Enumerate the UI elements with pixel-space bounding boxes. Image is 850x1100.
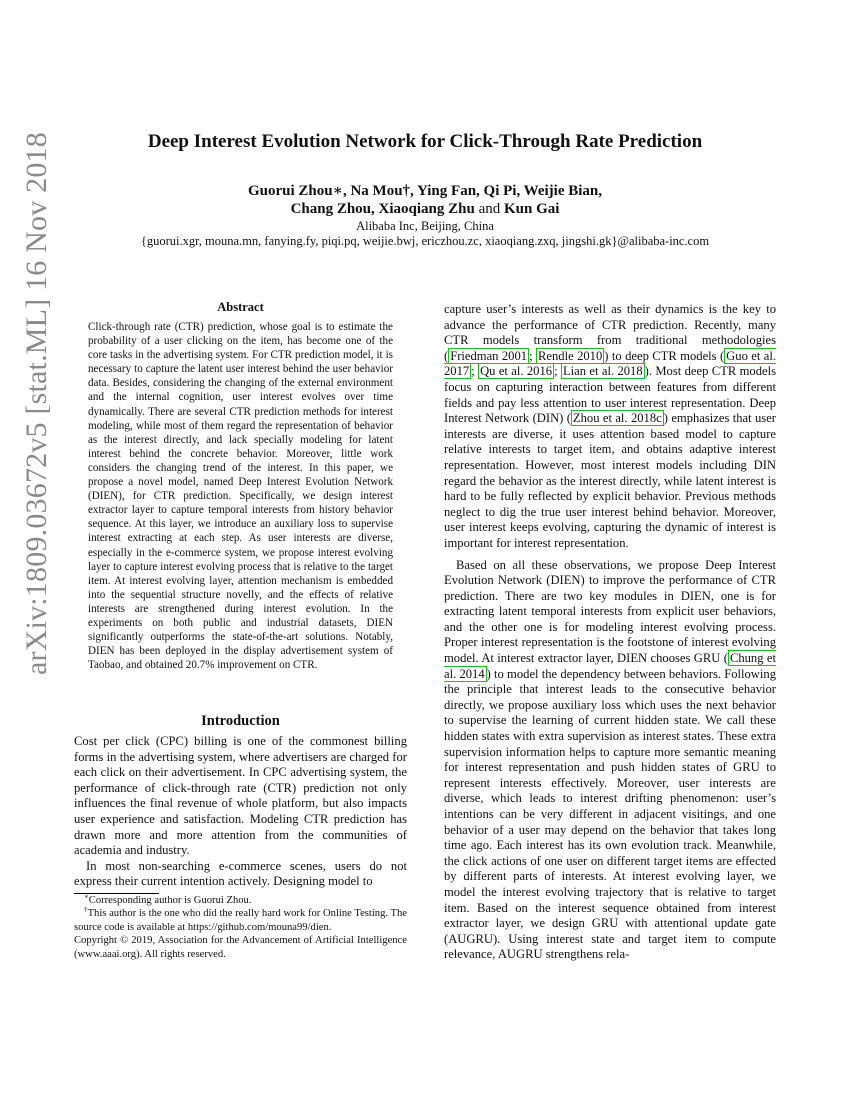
text-run: ) to deep CTR models ( [604,348,725,363]
footnote-1 [74,894,407,907]
footnote-2 [74,907,407,934]
footnote-1-mark: ∗ [84,892,89,901]
authors-group-a: Chang Zhou, Xiaoqiang Zhu [290,201,475,217]
text-run: ; [554,364,561,379]
citation-link[interactable]: Chung et al. 2014 [444,651,776,681]
text-run: ; [471,364,479,379]
right-paragraph-2 [444,558,776,963]
intro-paragraph-1: Cost per click (CPC) billing is one of the commonest billing forms in the advertising system, where advertisers are charged for each click on their advertisement. In CPC advertising system, the performance of click-through rate (CTR) prediction not only influences the final revenue of whole platform, but also impacts user experience and satisfaction. Modeling CTR prediction has drawn more and more attention from the communities of academia and industry. [74,734,407,858]
citation-link[interactable]: Friedman 2001 [450,348,528,363]
intro-paragraph-2: In most non-searching e-commerce scenes, users do not express their current intention actively. Designing model to [74,858,407,889]
text-run: capture user’s interests as well as their dynamics is the key to advance the performance of CTR prediction. Recently, many CTR models transform from traditional methodologies ( [444,302,776,363]
right-paragraph-1 [444,302,776,552]
right-column [444,302,776,963]
abstract-heading: Abstract [217,300,264,314]
citation-link[interactable]: Qu et al. 2016 [480,364,553,379]
introduction-heading: Introduction [201,713,280,729]
author-emails: {guorui.xgr, mouna.mn, fanying.fy, piqi.pq, weijie.bwj, ericzhou.zc, xiaoqiang.zxq, jingshi.gk}@alibaba-inc.com [140,234,710,248]
paper-title: Deep Interest Evolution Network for Click-Through Rate Prediction [147,131,703,152]
affiliation: Alibaba Inc, Beijing, China [356,219,494,233]
footnote-2-mark: † [84,905,88,914]
introduction-body [74,734,407,890]
authors-line-2 [0,200,850,218]
text-run: ) to model the dependency between behaviors. Following the principle that interest leads to the consecutive behavior directly, we propose auxiliary loss which uses the next behavior to supervise the learning of current hidden state. We call these hidden states with extra supervision as interest states. These extra supervision information helps to capture more semantic meaning for interest representation and push hidden states of GRU to represent interests effectively. Moreover, user interests are diverse, which leads to interest drifting phenomenon: user’s intentions can be very different in adjacent visitings, and one behavior of a user may depend on the behavior that takes long time ago. Each interest has its own evolution track. Meanwhile, the click actions of one user on different target items are effected by different parts of interests. At interest evolving layer, we model the interest evolving trajectory that is relative to target item. Based on the interest sequence obtained from interest extractor layer, we design GRU with attentional update gate (AUGRU). Using interest state and target item to compute relevance, AUGRU strengthens rela- [444,666,776,962]
text-run: ; [529,348,536,363]
copyright-notice: Copyright © 2019, Association for the Advancement of Artificial Intelligence (www.aaai.org). All rights reserved. [74,935,407,960]
footnote-1-text: Corresponding author is Guorui Zhou. [88,895,252,906]
text-run: Based on all these observations, we propose Deep Interest Evolution Network (DIEN) to improve the performance of CTR prediction. There are two key modules in DIEN, one is for extracting latent temporal interests from explicit user behaviors, and the other one is for modeling interest evolving process. Proper interest representation is the footstone of interest evolving model. At interest extractor layer, DIEN chooses GRU ( [444,557,776,666]
footnote-2-text: This author is the one who did the really hard work for Online Testing. The source code is available at https://github.com/mouna99/dien. [74,908,408,933]
authors-line-1: Guorui Zhou∗, Na Mou†, Ying Fan, Qi Pi, Weijie Bian, [247,183,603,199]
text-run: ). Most deep CTR models focus on capturing interaction between features from different fields and pay less attention to user interest representation. Deep Interest Network (DIN) ( [444,364,777,426]
text-run: ) emphasizes that user interests are diverse, it uses attention based model to capture relative interests to target item, and obtains adaptive interest representation. However, most interest models including DIN regard the behavior as the interest directly, while latent interest is hard to be fully reflected by explicit behavior. Previous methods neglect to dig the true user interest behind behavior. Moreover, user interest keeps evolving, capturing the dynamic of interest is important for interest representation. [444,411,776,550]
arxiv-stamp-text: arXiv:1809.03672v5 [stat.ML] 16 Nov 2018 [20,132,53,675]
abstract-text: Click-through rate (CTR) prediction, whose goal is to estimate the probability of a user clicking on the item, has become one of the core tasks in the advertising system. For CTR prediction model, it is necessary to capture the latent user interest behind the user behavior data. Besides, considering the changing of the external environment and the internal cognition, user interest evolves over time dynamically. There are several CTR prediction methods for interest modeling, while most of them regard the representation of behavior as the interest directly, and lack specially modeling for latent interest behind the concrete behavior. Moreover, little work considers the changing trend of the interest. In this paper, we propose a novel model, named Deep Interest Evolution Network (DIEN), for CTR prediction. Specifically, we design interest extractor layer to capture temporal interests from history behavior sequence. At this layer, we introduce an auxiliary loss to supervise interest extracting at each step. As user interests are diverse, especially in the e-commerce system, we propose interest evolving layer to capture interest evolving process that is relative to the target item. At interest evolving layer, attention mechanism is embedded into the sequential structure novelly, and the effects of relative interests are strengthened during interest evolution. In the experiments on both public and industrial datasets, DIEN significantly outperforms the state-of-the-art solutions. Notably, DIEN has been deployed in the display advertisement system of Taobao, and obtained 20.7% improvement on CTR. [88,321,393,672]
citation-link[interactable]: Rendle 2010 [538,348,603,363]
authors-group-b: Kun Gai [503,201,560,217]
citation-link[interactable]: Lian et al. 2018 [562,364,643,379]
footnotes [74,894,407,961]
author-list [0,182,850,218]
citation-link[interactable]: Zhou et al. 2018c [572,411,662,426]
citation-link[interactable]: Guo et al. 2017 [444,348,777,379]
arxiv-stamp [12,132,53,675]
authors-and: and [478,201,501,217]
